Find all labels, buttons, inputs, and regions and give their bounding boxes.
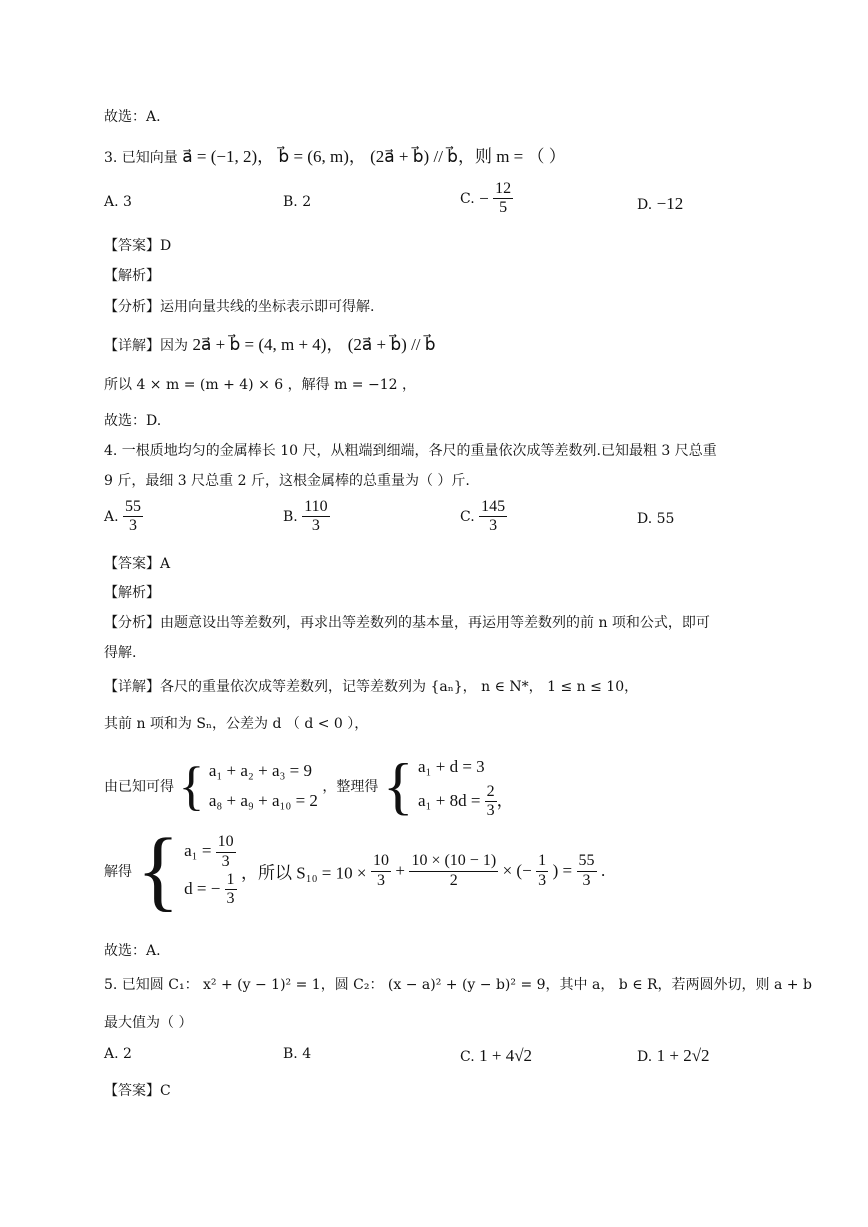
fraction-denominator: 3 [582,871,591,889]
sum-fraction [577,852,597,890]
fraction-denominator: 3 [486,801,495,819]
q4-system-line [104,752,514,820]
option-fraction [479,498,507,536]
q4-option-b [283,498,330,536]
fraction-denominator: 3 [376,871,385,889]
q4-youyizhi: 由已知可得 [104,779,174,796]
q3-stem [104,142,566,167]
eq-prefix: d = − [184,878,221,898]
q4-stem-line2: 9 斤，最细 3 尺总重 2 斤，这根金属棒的总重量为（ ）斤. [104,473,470,489]
fraction-numerator: 10 × (10 − 1) [409,852,498,871]
q4-fenxi-line1: 【分析】由题意设出等差数列，再求出等差数列的基本量，再运用等差数列的前 n 项和公式，即可 [104,615,710,631]
fraction-numerator: 1 [225,871,237,890]
q4-system-1 [209,756,318,817]
q3-fenxi: 【分析】运用向量共线的坐标表示即可得解. [104,299,375,315]
fraction-numerator: 10 [216,833,236,852]
eq-prefix: a₁ = [184,841,212,861]
q5-stem-line1: 5. 已知圆 C₁： x² + (y − 1)² = 1，圆 C₂： (x − a)² + (y − b)² = 9，其中 a， b ∈ R，若两圆外切，则 a + b [104,977,812,993]
q4-choose: 故选：A. [104,943,161,959]
q4-option-c [460,498,507,536]
q3-choose: 故选：D. [104,413,162,429]
fraction-numerator: 12 [493,180,513,199]
sum-fraction [409,852,498,890]
option-text: 4 [302,1046,312,1062]
system-eq: a₈ + a₉ + a₁₀ = 2 [208,791,318,811]
fraction-numerator: 1 [536,852,548,871]
q5-answer: 【答案】C [104,1083,171,1099]
eq-fraction [216,833,236,871]
option-sign: − [479,188,489,208]
q5-option-d [637,1046,710,1066]
system-eq: a₁ + 8d = $\frac{2}{3}$ ， [418,782,514,819]
fraction-numerator: 110 [302,498,329,517]
system-eq: a₁ + a₂ + a₃ = 9 [208,760,313,780]
q3-option-a [104,194,132,210]
plus-sign: + [395,861,405,880]
option-key: C. [460,190,475,207]
q5-option-b [283,1046,311,1062]
option-text: 2 [302,194,312,210]
q3-analysis-label: 【解析】 [104,268,160,284]
q4-qian-n: 其前 n 项和为 Sₙ，公差为 d （ d < 0 ）， [104,716,369,732]
option-key: A. [104,1046,119,1062]
q3-option-d [637,194,683,214]
fraction-numerator: 55 [577,852,597,871]
q4-system-3 [184,833,236,909]
q4-zhengli: ，整理得 [322,779,379,796]
q4-system-2 [418,752,514,820]
q5-option-a [104,1046,132,1062]
option-key: A. [104,508,119,525]
sum-end: . [601,861,606,880]
option-text: 1 + 4√2 [479,1046,533,1065]
eq-prefix: a₁ + 8d = [418,790,481,810]
system-eq [184,833,236,871]
fraction-denominator: 3 [538,871,547,889]
sum-fraction [536,852,548,890]
q5-stem-line2: 最大值为（ ） [104,1015,193,1031]
q4-answer: 【答案】A [104,556,171,572]
sum-equals: ) = [552,861,573,880]
option-key: C. [460,1049,475,1065]
q4-fenxi-line2: 得解. [104,645,137,661]
eq-fraction [485,783,497,821]
sum-fraction [371,852,391,890]
fraction-denominator: 3 [226,890,235,908]
left-brace-icon: { [382,750,414,822]
option-key: B. [283,1046,298,1062]
fraction-denominator: 3 [489,517,498,535]
q3-option-c [460,180,513,218]
q4-jiede: 解得 [104,864,132,880]
q3-option-b [283,194,311,210]
fraction-denominator: 3 [221,852,230,870]
q4-option-d [637,511,674,527]
q4-analysis-label: 【解析】 [104,585,160,601]
q4-solution-line [104,821,606,920]
option-text: 3 [123,194,132,210]
left-brace-icon: { [178,756,205,817]
fraction-numerator: 10 [371,852,391,871]
option-key: A. [104,194,119,210]
option-fraction [123,498,143,536]
q4-stem-line1: 4. 一根质地均匀的金属棒长 10 尺，从粗端到细端，各尺的重量依次成等差数列.已知最粗 3 尺总重 [104,443,717,459]
fraction-denominator: 5 [499,199,508,217]
option-key: B. [283,194,298,210]
option-key: B. [283,508,298,525]
q3-stem-prefix: 3. 已知向量 [104,150,178,166]
system-eq [184,871,236,909]
option-text: 1 + 2√2 [656,1046,710,1065]
q5-option-c [460,1046,532,1066]
eq-fraction [225,871,237,909]
fraction-numerator: 2 [485,783,497,802]
option-key: C. [460,508,475,525]
option-text: −12 [656,194,684,213]
q4-sum-prefix: ，所以 S₁₀ = 10 × [241,863,367,883]
fraction-denominator: 3 [129,517,138,535]
option-key: D. [637,511,653,527]
q4-option-a [104,498,143,536]
q3-suoyi: 所以 4 × m = (m + 4) × 6 ，解得 m = −12 ， [104,377,416,393]
fraction-denominator: 2 [449,871,458,889]
option-text: 55 [656,511,675,527]
option-fraction [493,180,513,218]
fraction-denominator: 3 [311,517,320,535]
q2-choose: 故选：A. [104,109,161,125]
q3-stem-math: a⃗ = (−1, 2)， b⃗ = (6, m)， (2a⃗ + b⃗) // b⃗，则 m = （ ） [182,147,566,166]
left-brace-icon: { [136,821,180,920]
q3-answer: 【答案】D [104,238,172,254]
sum-mid: × (− [502,861,532,880]
option-fraction [302,498,329,536]
option-key: D. [637,197,653,213]
q3-xiangjie [104,330,436,355]
q4-xiangjie: 【详解】各尺的重量依次成等差数列，记等差数列为 {aₙ}， n ∈ N*， 1 ≤ n ≤ 10， [104,679,639,695]
option-text: 2 [123,1046,132,1062]
system-eq: a₁ + d = 3 [418,757,485,776]
option-key: D. [637,1049,653,1065]
fraction-numerator: 55 [123,498,143,517]
q3-xiangjie-prefix: 【详解】因为 [104,338,188,354]
fraction-numerator: 145 [479,498,507,517]
q3-xiangjie-math: 2a⃗ + b⃗ = (4, m + 4)， (2a⃗ + b⃗) // b⃗ [192,335,436,354]
